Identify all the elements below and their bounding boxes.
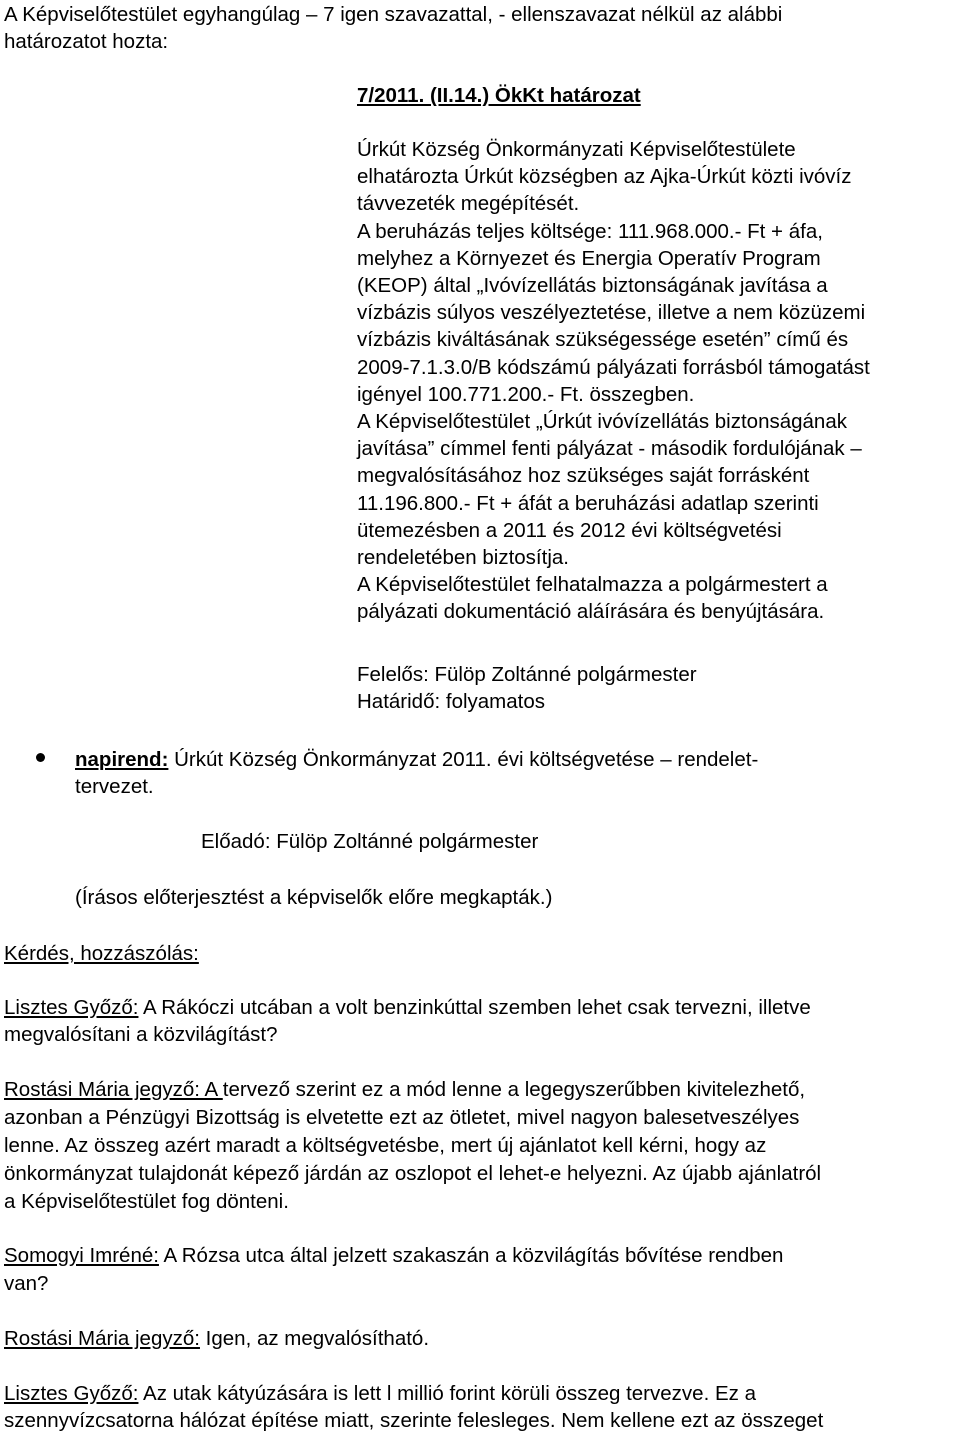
resolution-title: 7/2011. (II.14.) ÖkKt határozat <box>357 84 641 107</box>
resolution-line: vízbázis súlyos veszélyeztetése, illetve a nem közüzemi <box>357 301 866 325</box>
agenda-text: Úrkút Község Önkormányzat 2011. évi költségvetése – rendelet- <box>168 748 759 771</box>
entry-3-line-2: van? <box>4 1272 49 1295</box>
responsible: Felelős: Fülöp Zoltánné polgármester <box>357 663 697 686</box>
agenda-text-cont: tervezet. <box>75 775 154 798</box>
resolution-line: elhatározta Úrkút községben az Ajka-Úrkút közti ivóvíz <box>357 165 852 189</box>
speaker-3: Somogyi Imréné: <box>4 1244 159 1267</box>
speaker-1: Lisztes Győző: <box>4 996 139 1019</box>
qa-heading: Kérdés, hozzászólás: <box>4 942 199 965</box>
resolution-line: javítása” címmel fenti pályázat - második fordulójának – <box>357 437 862 461</box>
resolution-line: (KEOP) által „Ivóvízellátás biztonságának javítása a <box>357 274 828 297</box>
resolution-line: pályázati dokumentáció aláírására és benyújtására. <box>357 600 825 624</box>
entry-2-line-5: a Képviselőtestület fog dönteni. <box>4 1190 289 1213</box>
resolution-line: igényel 100.771.200.- Ft. összegben. <box>357 382 695 406</box>
resolution-line: ütemezésben a 2011 és 2012 évi költségvetési <box>357 518 782 542</box>
intro-line-2: határozatot hozta: <box>4 30 169 53</box>
entry-2-line-3: lenne. Az összeg azért maradt a költségvetésbe, mert új ajánlatot kell kérni, hogy az <box>4 1134 767 1157</box>
deadline: Határidő: folyamatos <box>357 690 546 713</box>
bullet-icon <box>36 753 45 762</box>
entry-2-line-1: Rostási Mária jegyző: A tervező szerint ez a mód lenne a legegyszerűbben kivitelezhető, <box>4 1078 806 1101</box>
speaker-2: Rostási Mária jegyző: A <box>4 1078 223 1101</box>
entry-3-line-1: Somogyi Imréné: A Rózsa utca által jelzett szakaszán a közvilágítás bővítése rendben <box>4 1244 784 1267</box>
resolution-line: távvezeték megépítését. <box>357 192 580 216</box>
resolution-line: vízbázis kiváltásának szükségessége esetén” című és <box>357 328 849 352</box>
resolution-line: Úrkút Község Önkormányzati Képviselőtestülete <box>357 138 796 161</box>
entry-5-line-1: Lisztes Győző: Az utak kátyúzására is lett l millió forint körüli összeg tervezve. Ez a <box>4 1382 756 1405</box>
agenda-line <box>75 746 758 773</box>
entry-2-line-2: azonban a Pénzügyi Bizottság is elvetette ezt az ötletet, mivel nagyon balesetveszélyes <box>4 1106 800 1129</box>
agenda-note: (Írásos előterjesztést a képviselők előre megkapták.) <box>75 886 553 909</box>
resolution-line: melyhez a Környezet és Energia Operatív Program <box>357 246 821 270</box>
resolution-line: megvalósításához hoz szükséges saját forrásként <box>357 464 810 488</box>
resolution-line: A Képviselőtestület „Úrkút ivóvízellátás biztonságának <box>357 410 847 433</box>
entry-4-line-1: Rostási Mária jegyző: Igen, az megvalósítható. <box>4 1327 430 1350</box>
resolution-line: A beruházás teljes költsége: 111.968.000.- Ft + áfa, <box>357 219 823 243</box>
resolution-line: A Képviselőtestület felhatalmazza a polgármestert a <box>357 573 828 597</box>
entry-2-line-4: önkormányzat tulajdonát képező járdán az oszlopot el lehet-e helyezni. Az újabb ajánlatról <box>4 1162 822 1185</box>
speaker-5: Lisztes Győző: <box>4 1382 139 1405</box>
speaker-4: Rostási Mária jegyző: <box>4 1327 200 1350</box>
presenter: Előadó: Fülöp Zoltánné polgármester <box>201 830 539 853</box>
entry-1-line-2: megvalósítani a közvilágítást? <box>4 1023 278 1046</box>
entry-1-line-1: Lisztes Győző: A Rákóczi utcában a volt benzinkúttal szemben lehet csak tervezni, illetve <box>4 996 811 1019</box>
resolution-line: rendeletében biztosítja. <box>357 546 569 569</box>
entry-5-line-2: szennyvízcsatorna hálózat építése miatt, szerinte felesleges. Nem kellene ezt az összeget <box>4 1409 824 1432</box>
agenda-label: napirend: <box>75 748 169 771</box>
resolution-line: 11.196.800.- Ft + áfát a beruházási adatlap szerinti <box>357 491 819 515</box>
intro-line-1: A Képviselőtestület egyhangúlag – 7 igen szavazattal, - ellenszavazat nélkül az alábbi <box>4 3 783 26</box>
resolution-line: 2009-7.1.3.0/B kódszámú pályázati forrásból támogatást <box>357 355 870 379</box>
